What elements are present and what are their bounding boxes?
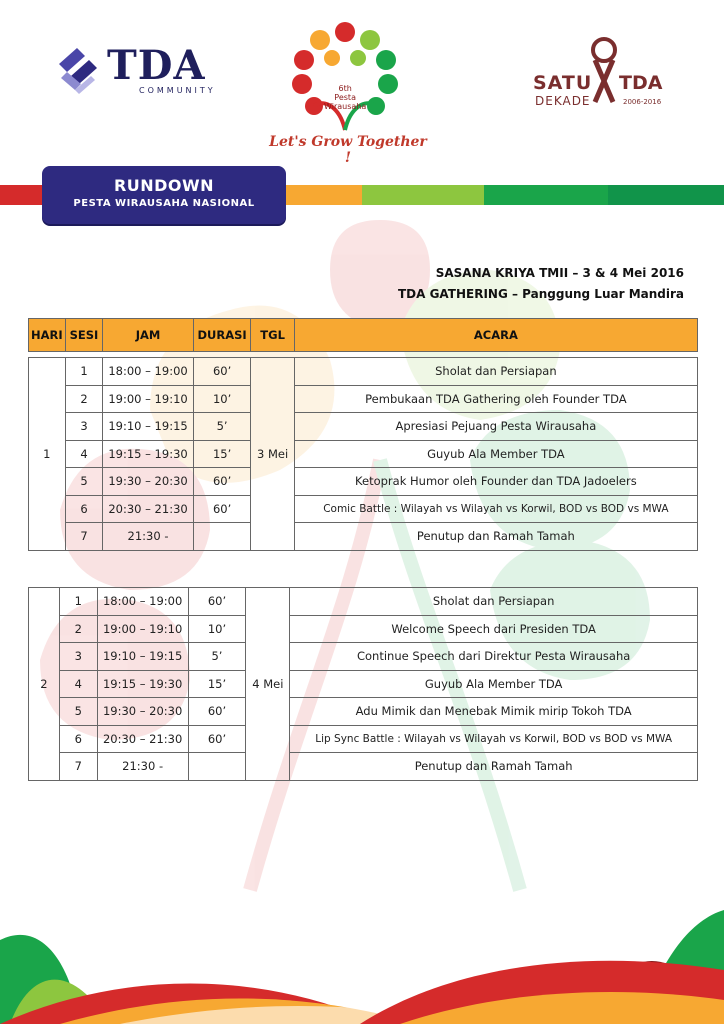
- acara-cell: Pembukaan TDA Gathering oleh Founder TDA: [294, 385, 697, 413]
- table-row: [29, 523, 698, 551]
- jam-cell: 21:30 -: [103, 523, 193, 551]
- sesi-cell: 7: [65, 523, 103, 551]
- venue-line-1: SASANA KRIYA TMII – 3 & 4 Mei 2016: [435, 266, 684, 280]
- durasi-cell: 60’: [193, 358, 251, 386]
- dekade-ribbon-icon: [585, 36, 623, 106]
- tagline: Let's Grow Together !: [269, 134, 427, 166]
- durasi-cell: 60’: [188, 725, 246, 753]
- color-band-green: [484, 185, 608, 205]
- background-tree-illustration: [0, 210, 724, 910]
- acara-cell: Penutup dan Ramah Tamah: [290, 753, 698, 781]
- color-band-orange: [286, 185, 362, 205]
- color-band-red: [0, 185, 44, 205]
- acara-cell: Comic Battle : Wilayah vs Wilayah vs Korwil, BOD vs BOD vs MWA: [294, 495, 697, 523]
- acara-cell: Sholat dan Persiapan: [290, 588, 698, 616]
- col-header-durasi: DURASI: [193, 319, 251, 352]
- tda-handshake-icon: [55, 44, 101, 98]
- pesta-tree-icon: [280, 18, 410, 134]
- jam-cell: 19:30 – 20:30: [103, 468, 193, 496]
- durasi-cell: 60’: [193, 468, 251, 496]
- acara-cell: Continue Speech dari Direktur Pesta Wirausaha: [290, 643, 698, 671]
- jam-cell: 19:10 – 19:15: [103, 413, 193, 441]
- sesi-cell: 5: [65, 468, 103, 496]
- jam-cell: 18:00 – 19:00: [97, 588, 188, 616]
- dekade-text: DEKADE: [535, 94, 591, 108]
- durasi-cell: 5’: [193, 413, 251, 441]
- table-row: [29, 358, 698, 386]
- page-subtitle: PESTA WIRAUSAHA NASIONAL: [73, 198, 255, 209]
- table-row: [29, 753, 698, 781]
- sesi-cell: 6: [59, 725, 97, 753]
- jam-cell: 19:15 – 19:30: [97, 670, 188, 698]
- sesi-cell: 2: [59, 615, 97, 643]
- tda-logo-subtitle: COMMUNITY: [139, 86, 216, 95]
- table-row: [29, 698, 698, 726]
- col-header-hari: HARI: [29, 319, 66, 352]
- table-row: [29, 588, 698, 616]
- durasi-cell: 15’: [188, 670, 246, 698]
- acara-cell: Adu Mimik dan Menebak Mimik mirip Tokoh TDA: [290, 698, 698, 726]
- durasi-cell: [193, 523, 251, 551]
- jam-cell: 20:30 – 21:30: [97, 725, 188, 753]
- satu-dekade-logo: [533, 36, 673, 110]
- table-row: [29, 670, 698, 698]
- tda-community-logo: [55, 40, 216, 102]
- jam-cell: 20:30 – 21:30: [103, 495, 193, 523]
- jam-cell: 19:00 – 19:10: [103, 385, 193, 413]
- tda-logo-word: TDA: [107, 42, 206, 89]
- durasi-cell: 5’: [188, 643, 246, 671]
- pesta-logo-text: 6th Pesta Wirausaha: [324, 84, 367, 111]
- table-row: [29, 440, 698, 468]
- table-row: [29, 385, 698, 413]
- sesi-cell: 7: [59, 753, 97, 781]
- schedule-table-day-2: [28, 587, 698, 781]
- durasi-cell: 60’: [188, 588, 246, 616]
- dekade-years: 2006-2016: [623, 98, 662, 106]
- sesi-cell: 2: [65, 385, 103, 413]
- acara-cell: Ketoprak Humor oleh Founder dan TDA Jadoelers: [294, 468, 697, 496]
- sesi-cell: 4: [65, 440, 103, 468]
- color-band-darkgreen: [608, 185, 724, 205]
- sesi-cell: 3: [59, 643, 97, 671]
- acara-cell: Apresiasi Pejuang Pesta Wirausaha: [294, 413, 697, 441]
- table-row: [29, 643, 698, 671]
- table-row: [29, 468, 698, 496]
- sesi-cell: 5: [59, 698, 97, 726]
- acara-cell: Penutup dan Ramah Tamah: [294, 523, 697, 551]
- jam-cell: 19:30 – 20:30: [97, 698, 188, 726]
- col-header-tgl: TGL: [251, 319, 294, 352]
- acara-cell: Lip Sync Battle : Wilayah vs Wilayah vs Korwil, BOD vs BOD vs MWA: [290, 725, 698, 753]
- satu-text: SATU: [533, 72, 593, 94]
- sesi-cell: 6: [65, 495, 103, 523]
- durasi-cell: [188, 753, 246, 781]
- durasi-cell: 10’: [193, 385, 251, 413]
- jam-cell: 19:00 – 19:10: [97, 615, 188, 643]
- jam-cell: 21:30 -: [97, 753, 188, 781]
- acara-cell: Sholat dan Persiapan: [294, 358, 697, 386]
- sesi-cell: 3: [65, 413, 103, 441]
- color-band-lightgreen: [362, 185, 484, 205]
- sesi-cell: 1: [59, 588, 97, 616]
- durasi-cell: 10’: [188, 615, 246, 643]
- col-header-sesi: SESI: [65, 319, 103, 352]
- acara-cell: Guyub Ala Member TDA: [290, 670, 698, 698]
- durasi-cell: 15’: [193, 440, 251, 468]
- sesi-cell: 4: [59, 670, 97, 698]
- schedule-table-day-1: [28, 318, 698, 551]
- table-row: [29, 413, 698, 441]
- pesta-wirausaha-logo: [280, 18, 410, 134]
- table-row: [29, 725, 698, 753]
- jam-cell: 19:10 – 19:15: [97, 643, 188, 671]
- jam-cell: 18:00 – 19:00: [103, 358, 193, 386]
- table-row: [29, 495, 698, 523]
- tgl-cell: 3 Mei: [251, 358, 294, 551]
- durasi-cell: 60’: [188, 698, 246, 726]
- jam-cell: 19:15 – 19:30: [103, 440, 193, 468]
- table-row: [29, 615, 698, 643]
- col-header-jam: JAM: [103, 319, 193, 352]
- hari-cell: 1: [29, 358, 66, 551]
- durasi-cell: 60’: [193, 495, 251, 523]
- hari-cell: 2: [29, 588, 60, 781]
- footer-wave-decoration: [0, 900, 724, 1024]
- col-header-acara: ACARA: [294, 319, 697, 352]
- sesi-cell: 1: [65, 358, 103, 386]
- rundown-title-badge: [42, 166, 286, 224]
- satu-tda-text: TDA: [619, 72, 663, 94]
- acara-cell: Welcome Speech dari Presiden TDA: [290, 615, 698, 643]
- page-title: RUNDOWN: [113, 176, 215, 195]
- venue-line-2: TDA GATHERING – Panggung Luar Mandira: [397, 287, 684, 301]
- tgl-cell: 4 Mei: [246, 588, 290, 781]
- acara-cell: Guyub Ala Member TDA: [294, 440, 697, 468]
- table-header-row: [29, 319, 698, 352]
